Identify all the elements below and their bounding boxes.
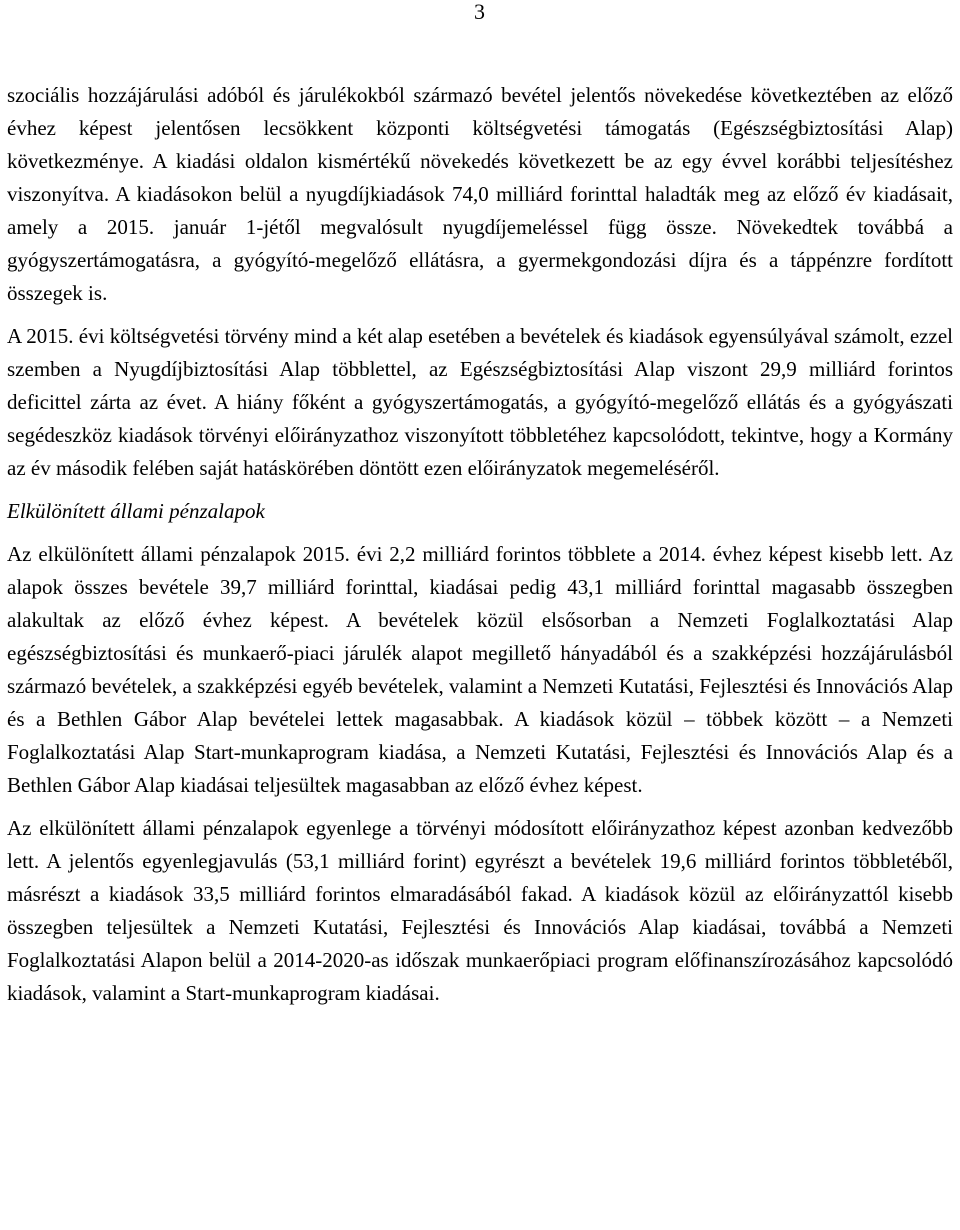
paragraph-social-security: szociális hozzájárulási adóból és járulékokból származó bevétel jelentős növekedése következtében az előző évhez képest jelentősen lecsökkent központi költségvetési támogatás (Egészségbiztosítási Alap) következménye. A kiadási oldalon kismértékű növekedés következett be az egy évvel korábbi teljesítéshez viszonyítva. A kiadásokon belül a nyugdíjkiadások 74,0 milliárd forinttal haladták meg az előző év kiadásait, amely a 2015. január 1-jétől megvalósult nyugdíjemeléssel függ össze. Növekedtek továbbá a gyógyszertámogatásra, a gyógyító-megelőző ellátásra, a gyermekgondozási díjra és a táppénzre fordított összegek is. <box>7 83 953 305</box>
page-number: 3 <box>474 0 485 24</box>
paragraph-funds-surplus: Az elkülönített állami pénzalapok 2015. évi 2,2 milliárd forintos többlete a 2014. évhez képest kisebb lett. Az alapok összes bevétele 39,7 milliárd forinttal, kiadásai pedig 43,1 milliárd forinttal magasabb összegben alakultak az előző évhez képest. A bevételek közül elsősorban a Nemzeti Foglalkoztatási Alap egészségbiztosítási és munkaerő-piaci járulék alapot megillető hányadából és a szakképzési hozzájárulásból származó bevételek, a szakképzési egyéb bevételek, valamint a Nemzeti Kutatási, Fejlesztési és Innovációs Alap és a Bethlen Gábor Alap bevételei lettek magasabbak. A kiadások közül – többek között – a Nemzeti Foglalkoztatási Alap Start-munkaprogram kiadása, a Nemzeti Kutatási, Fejlesztési és Innovációs Alap és a Bethlen Gábor Alap kiadásai teljesültek magasabban az előző évhez képest. <box>7 542 953 797</box>
section-heading: Elkülönített állami pénzalapok <box>7 499 265 523</box>
paragraph-funds-balance: Az elkülönített állami pénzalapok egyenlege a törvényi módosított előirányzathoz képest azonban kedvezőbb lett. A jelentős egyenlegjavulás (53,1 milliárd forint) egyrészt a bevételek 19,6 milliárd forintos többletéből, másrészt a kiadások 33,5 milliárd forintos elmaradásából fakad. A kiadások közül az előirányzattól kisebb összegben teljesültek a Nemzeti Kutatási, Fejlesztési és Innovációs Alap kiadásai, továbbá a Nemzeti Foglalkoztatási Alapon belül a 2014-2020-as időszak munkaerőpiaci program előfinanszírozásához kapcsolódó kiadások, valamint a Start-munkaprogram kiadásai. <box>7 816 953 1005</box>
document-body <box>7 79 953 1010</box>
paragraph-budget-law: A 2015. évi költségvetési törvény mind a két alap esetében a bevételek és kiadások egyensúlyával számolt, ezzel szemben a Nyugdíjbiztosítási Alap többlettel, az Egészségbiztosítási Alap viszont 29,9 milliárd forintos deficittel zárta az évet. A hiány főként a gyógyszertámogatás, a gyógyító-megelőző ellátás és a gyógyászati segédeszköz kiadások törvényi előirányzathoz viszonyított többletéhez kapcsolódott, tekintve, hogy a Kormány az év második felében saját hatáskörében döntött ezen előirányzatok megemeléséről. <box>7 324 953 480</box>
